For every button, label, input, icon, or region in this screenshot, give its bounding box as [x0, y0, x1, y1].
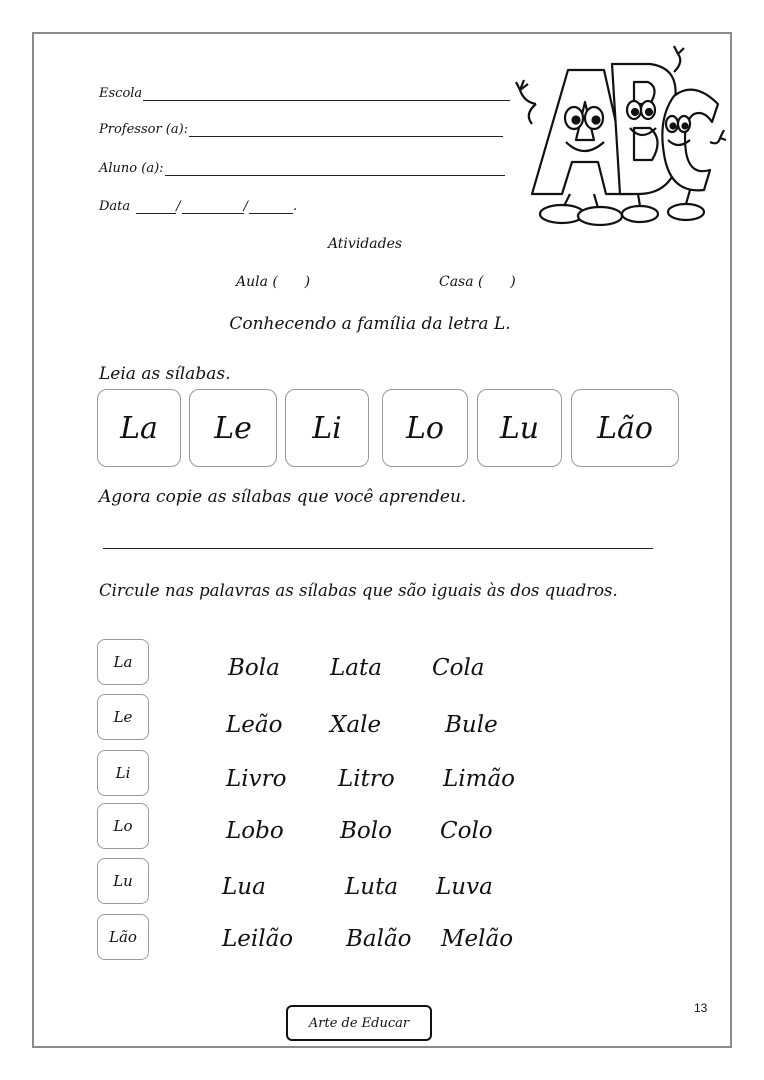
word[interactable]: Bolo [340, 818, 392, 844]
footer-brand: Arte de Educar [286, 1005, 432, 1041]
abc-cartoon-icon [514, 44, 726, 230]
syllable-box-la: La [97, 389, 181, 467]
row-syllable-lo: Lo [97, 803, 149, 849]
student-field [99, 161, 505, 176]
date-label: Data [99, 199, 131, 214]
word[interactable]: Lata [330, 655, 382, 681]
word[interactable]: Luta [345, 874, 399, 900]
word[interactable]: Colo [440, 818, 493, 844]
circle-instruction: Circule nas palavras as sílabas que são iguais às dos quadros. [99, 581, 618, 600]
date-year-line[interactable] [249, 201, 293, 214]
syllable-box-lu: Lu [477, 389, 562, 467]
teacher-label: Professor (a): [99, 122, 189, 137]
student-line[interactable] [165, 163, 505, 176]
date-end: . [292, 199, 298, 214]
word[interactable]: Lua [222, 874, 266, 900]
copy-answer-line[interactable] [103, 548, 653, 549]
word[interactable]: Litro [338, 766, 395, 792]
student-label: Aluno (a): [99, 161, 164, 176]
syllable-box-le: Le [189, 389, 277, 467]
word[interactable]: Limão [443, 766, 515, 792]
class-option[interactable]: Aula ( ) [236, 274, 311, 290]
syllable-box-lo: Lo [382, 389, 468, 467]
word[interactable]: Balão [346, 926, 412, 952]
school-label: Escola [99, 86, 143, 101]
date-month-line[interactable] [182, 201, 244, 214]
read-instruction: Leia as sílabas. [99, 364, 231, 384]
word[interactable]: Leão [226, 712, 283, 738]
date-separator: / [176, 199, 181, 214]
word[interactable]: Luva [436, 874, 493, 900]
row-syllable-la: La [97, 639, 149, 685]
word[interactable]: Leilão [222, 926, 294, 952]
page-number: 13 [694, 1001, 708, 1015]
syllable-box-lao: Lão [571, 389, 679, 467]
date-day-line[interactable] [136, 201, 176, 214]
school-line[interactable] [143, 88, 510, 101]
school-field [99, 86, 510, 101]
activities-title: Atividades [327, 236, 403, 252]
home-option[interactable]: Casa ( ) [439, 274, 516, 290]
row-syllable-li: Li [97, 750, 149, 796]
row-syllable-lao: Lão [97, 914, 149, 960]
word[interactable]: Cola [432, 655, 485, 681]
syllable-box-li: Li [285, 389, 369, 467]
word[interactable]: Xale [330, 712, 382, 738]
word[interactable]: Livro [226, 766, 287, 792]
word[interactable]: Lobo [226, 818, 284, 844]
teacher-field [99, 122, 503, 137]
lesson-subtitle: Conhecendo a família da letra L. [229, 314, 511, 334]
row-syllable-le: Le [97, 694, 149, 740]
word[interactable]: Bola [228, 655, 280, 681]
teacher-line[interactable] [189, 124, 503, 137]
row-syllable-lu: Lu [97, 858, 149, 904]
copy-instruction: Agora copie as sílabas que você aprendeu. [99, 487, 467, 507]
word[interactable]: Melão [441, 926, 514, 952]
date-separator: / [243, 199, 248, 214]
word[interactable]: Bule [445, 712, 498, 738]
date-field [99, 199, 297, 214]
